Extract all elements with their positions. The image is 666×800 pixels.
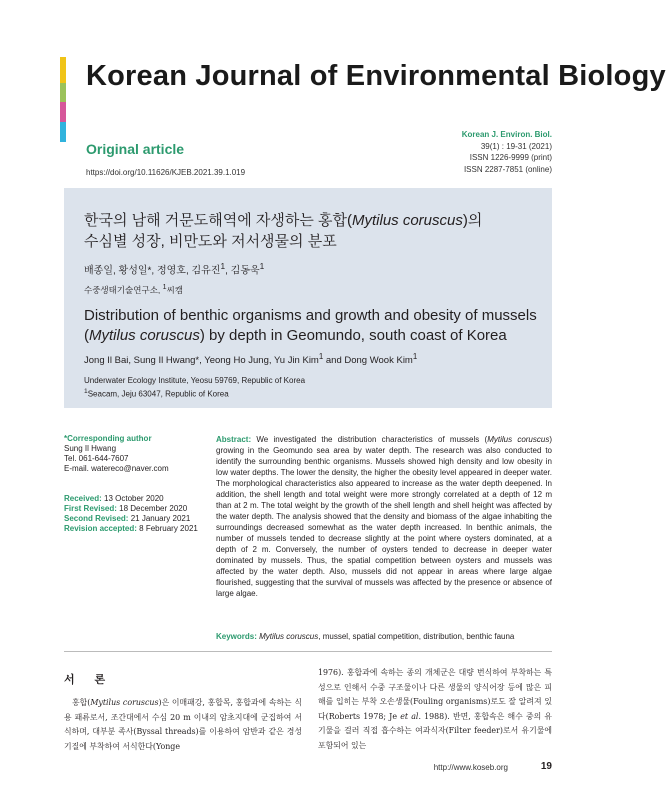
korean-title-line1: 한국의 남해 거문도해역에 자생하는 홍합( bbox=[84, 212, 352, 229]
journal-abbreviation: Korean J. Environ. Biol. bbox=[461, 130, 552, 139]
journal-info bbox=[462, 129, 552, 175]
body-right-start: 1976). 홍합과에 속하는 종의 개체군은 대량 번식하여 부착하는 특성으로 인해서 수중 구조물이나 다른 생물의 양식어장 등에 많은 피해를 입히는 부착 오손생물(Fouling organisms)로도 잘 알려져 있다(Roberts 1978; Je bbox=[318, 668, 552, 721]
korean-title-species: Mytilus coruscus bbox=[352, 212, 463, 229]
korean-title-line1-end: )의 bbox=[462, 212, 483, 229]
body-column-left bbox=[64, 696, 302, 754]
abstract-text-start: We investigated the distribution characteristics of mussels ( bbox=[251, 435, 488, 444]
keywords-species: Mytilus coruscus bbox=[256, 632, 319, 641]
section-divider bbox=[64, 651, 552, 652]
body-column-right bbox=[318, 666, 552, 753]
issn-online: ISSN 2287-7851 (online) bbox=[463, 164, 552, 174]
english-authors bbox=[84, 352, 417, 366]
color-bar-pink bbox=[60, 102, 66, 122]
abstract bbox=[216, 434, 552, 599]
korean-affiliation-sup: 1 bbox=[162, 283, 167, 291]
first-revised-date: 18 December 2020 bbox=[116, 504, 188, 513]
korean-affiliation-2: 씨캠 bbox=[166, 284, 183, 295]
received-date: 13 October 2020 bbox=[101, 494, 164, 503]
korean-title bbox=[84, 210, 534, 252]
issn-print: ISSN 1226-9999 (print) bbox=[469, 153, 552, 162]
abstract-label: Abstract: bbox=[216, 435, 252, 444]
first-revised-label: First Revised: bbox=[64, 504, 117, 513]
body-left-species: Mytilus coruscus bbox=[90, 698, 159, 707]
korean-title-line2: 수심별 성장, 비만도와 저서생물의 분포 bbox=[84, 233, 337, 250]
english-title-start: Distribution of benthic organisms and growth and obesity of mussels ( bbox=[84, 307, 537, 344]
corresponding-author-email[interactable]: E-mail. watereco@naver.com bbox=[64, 464, 169, 473]
keywords bbox=[216, 632, 552, 641]
english-author-list: Jong Il Bai, Sung Il Hwang*, Yeong Ho Jung, Yu Jin Kim bbox=[84, 355, 319, 367]
korean-author-tail-sup: 1 bbox=[259, 261, 265, 271]
abstract-species: Mytilus coruscus bbox=[487, 435, 550, 444]
body-left-text: )은 이매패강, 홍합목, 홍합과에 속하는 식용 패류로서, 조간대에서 수심 20 m 이내의 암초지대에 군집하여 서식하며, 대부분 족사(Byssal threads)를 이용하여 암반과 같은 경성기질에 부착하여 서식한다(Yonge bbox=[64, 698, 302, 751]
corresponding-author-tel: Tel. 061-644-7607 bbox=[64, 454, 129, 463]
color-bar-yellow bbox=[60, 57, 66, 83]
doi-link[interactable]: https://doi.org/10.11626/KJEB.2021.39.1.019 bbox=[86, 168, 246, 177]
color-bar-green bbox=[60, 83, 66, 102]
journal-title: Korean Journal of Environmental Biology bbox=[86, 60, 666, 92]
korean-author-sup: 1 bbox=[220, 261, 226, 271]
second-revised-label: Second Revised: bbox=[64, 514, 129, 523]
english-title-species: Mytilus coruscus bbox=[89, 327, 200, 344]
korean-author-list: 배종일, 황성일*, 정영호, 김유진 bbox=[84, 265, 221, 277]
accepted-label: Revision accepted: bbox=[64, 524, 137, 533]
keywords-label: Keywords: bbox=[216, 632, 257, 641]
english-author-tail: and Dong Wook Kim bbox=[323, 355, 413, 367]
article-type: Original article bbox=[86, 141, 185, 157]
english-author-sup: 1 bbox=[318, 352, 324, 361]
english-affiliations bbox=[84, 375, 305, 400]
english-affiliation-2: Seacam, Jeju 63047, Republic of Korea bbox=[87, 389, 229, 399]
korean-affiliation-1: 수중생태기술연구소, bbox=[84, 284, 163, 295]
second-revised-date: 21 January 2021 bbox=[128, 514, 191, 523]
korean-affiliation bbox=[84, 283, 183, 296]
page-number: 19 bbox=[540, 761, 552, 772]
article-sidebar bbox=[64, 434, 204, 534]
korean-author-tail: , 김동욱 bbox=[225, 265, 260, 277]
volume-pages: 39(1) : 19-31 (2021) bbox=[480, 141, 552, 151]
accepted-date: 8 February 2021 bbox=[136, 524, 198, 533]
english-affiliation-1: Underwater Ecology Institute, Yeosu 59769, Republic of Korea bbox=[84, 376, 306, 385]
received-label: Received: bbox=[64, 494, 102, 503]
corresponding-author-name: Sung Il Hwang bbox=[64, 444, 117, 453]
body-right-text: 1988). 반면, 홍합속은 해수 중의 유기물을 걸러 직접 흡수하는 여과식자(Filter feeder)로서 유기물에 포함되어 있는 bbox=[318, 711, 552, 750]
body-left-start: 홍합( bbox=[72, 698, 91, 707]
english-author-tail-sup: 1 bbox=[412, 352, 418, 361]
section-heading: 서 론 bbox=[64, 673, 114, 686]
body-right-etal: et al. bbox=[400, 711, 421, 721]
color-bar-blue bbox=[60, 122, 66, 142]
english-title bbox=[84, 306, 544, 346]
corresponding-author-label: *Corresponding author bbox=[64, 434, 152, 443]
keywords-list: , mussel, spatial competition, distribution, benthic fauna bbox=[318, 632, 515, 641]
abstract-text: ) growing in the Geomundo sea area by water depth. The research was also conducted to identify the surrounding benthic organisms. Mussels showed high density and low obesity in low water depths. The lower the density, the higher the obesity level appeared in deeper water. The morphological characteristics also appeared to increase as the water depth deepened. In addition, the shell length and total weight were more strongly correlated at a depth of 12 m than at 2 m. The total weight by the growth of the shell length and shell height was affected by the water depth. The analysis showed that the density and biomass of the algae inhabiting the surroundings decreased somewhat as the water depth increased. In benthic animals, the number of mussels tended to decrease slightly at the point where oysters dominated, at a depth of 2 m. Conversely, the number of oysters tended to decrease in deeper water dominated by mussels. Thus, the spatial competition between oysters and mussels was affected by the water depth. Also, mussels did not appear in areas where large algae flourished, suggesting that the survival of mussels was affected by the presence or absence of large algae. bbox=[216, 435, 552, 598]
english-title-end: ) by depth in Geomundo, south coast of Korea bbox=[199, 327, 507, 344]
footer-url[interactable]: http://www.koseb.org bbox=[433, 763, 508, 772]
korean-authors bbox=[84, 261, 264, 276]
english-affiliation-sup: 1 bbox=[84, 388, 88, 395]
